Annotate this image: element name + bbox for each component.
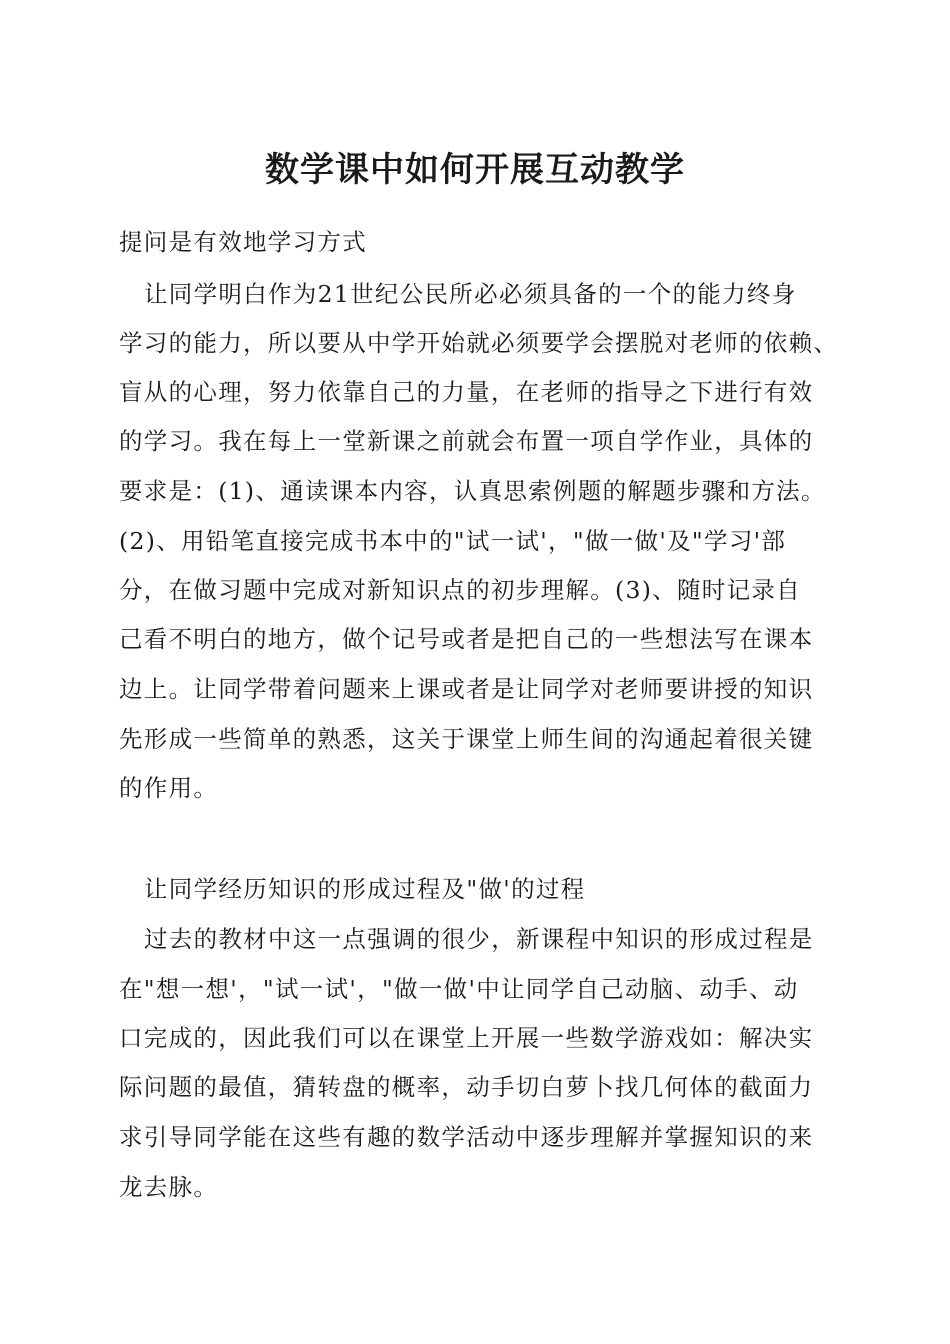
section-heading: 提问是有效地学习方式: [119, 228, 367, 256]
paragraph-line: 求引导同学能在这些有趣的数学活动中逐步理解并掌握知识的来: [119, 1123, 814, 1151]
paragraph-line: 的作用。: [119, 774, 219, 802]
paragraph-line: 先形成一些简单的熟悉，这关于课堂上师生间的沟通起着很关键: [119, 725, 814, 753]
paragraph-line: 分，在做习题中完成对新知识点的初步理解。(3)、随时记录自: [119, 576, 801, 604]
paragraph-line: 让同学明白作为21世纪公民所必必须具备的一个的能力终身: [144, 280, 797, 308]
paragraph-line: 龙去脉。: [119, 1173, 219, 1201]
paragraph-line: 己看不明白的地方，做个记号或者是把自己的一些想法写在课本: [119, 625, 814, 653]
paragraph-line: 要求是：(1)、通读课本内容，认真思索例题的解题步骤和方法。: [119, 477, 826, 505]
paragraph-line: 的学习。我在每上一堂新课之前就会布置一项自学作业，具体的: [119, 427, 814, 455]
paragraph-line: 在"想一想'，"试一试'，"做一做'中让同学自己动脑、动手、动: [119, 975, 799, 1003]
paragraph-line: (2)、用铅笔直接完成书本中的"试一试'，"做一做'及"学习'部: [119, 527, 787, 555]
paragraph-line: 口完成的，因此我们可以在课堂上开展一些数学游戏如：解决实: [119, 1024, 814, 1052]
paragraph-line: 边上。让同学带着问题来上课或者是让同学对老师要讲授的知识: [119, 675, 814, 703]
document-title: 数学课中如何开展互动教学: [265, 150, 685, 190]
paragraph-line: 际问题的最值，猜转盘的概率，动手切白萝卜找几何体的截面力: [119, 1073, 814, 1101]
paragraph-line: 学习的能力，所以要从中学开始就必须要学会摆脱对老师的依赖、: [119, 329, 839, 357]
paragraph-line: 过去的教材中这一点强调的很少，新课程中知识的形成过程是: [144, 925, 814, 953]
section-heading: 让同学经历知识的形成过程及"做'的过程: [144, 875, 586, 903]
paragraph-line: 盲从的心理，努力依靠自己的力量，在老师的指导之下进行有效: [119, 378, 814, 406]
